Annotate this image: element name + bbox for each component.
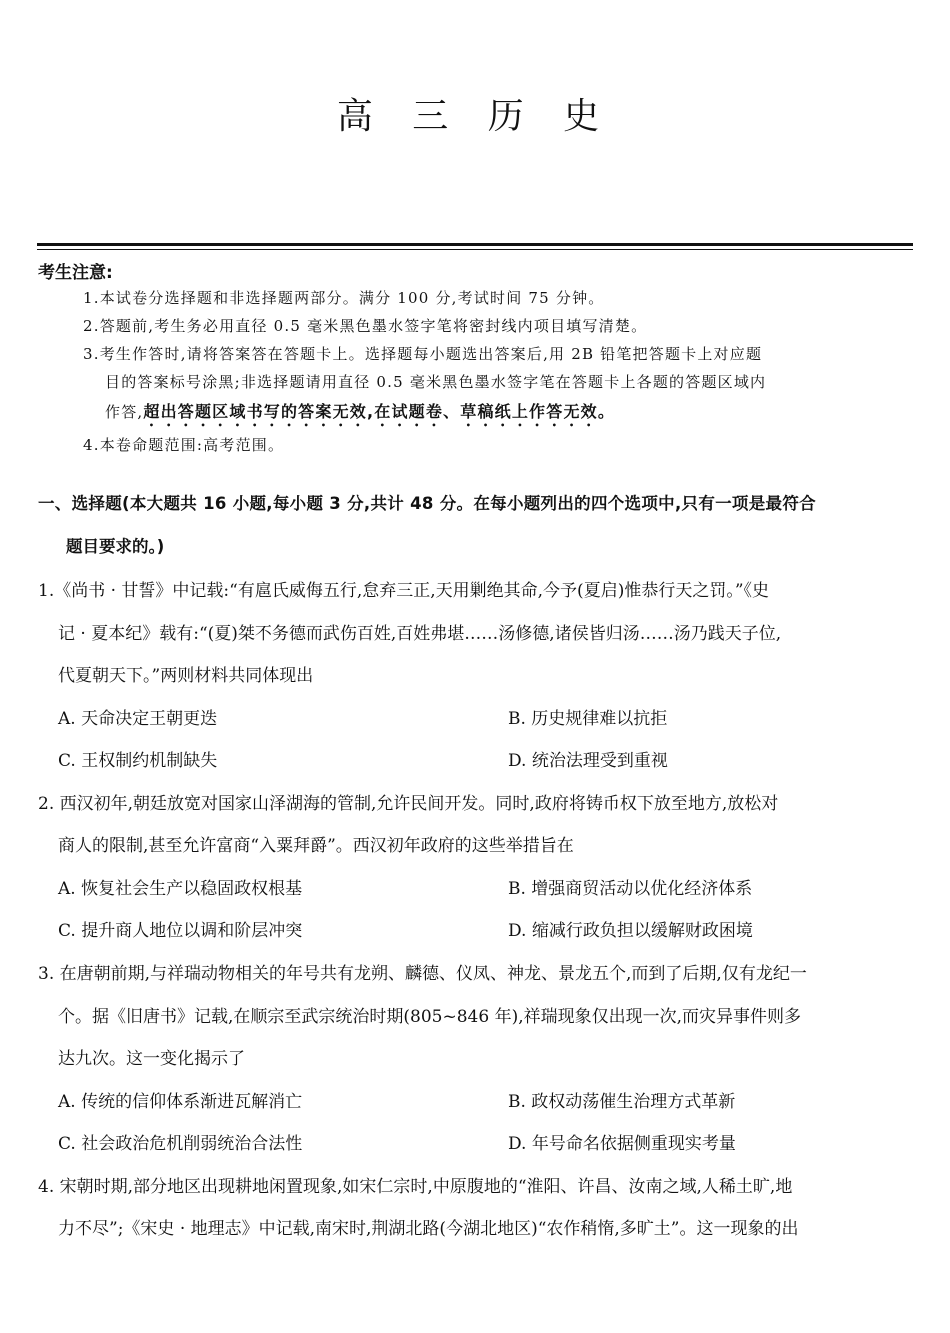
notice-item-3-cont-2-prefix: 作答, <box>105 403 144 421</box>
question-1-option-a: A. 天命决定王朝更迭 <box>58 709 218 729</box>
question-4-line-2: 力不尽”;《宋史 · 地理志》中记载,南宋时,荆湖北路(今湖北地区)“农作稍惰,多旷土”。这一现象的出 <box>58 1219 799 1239</box>
question-3-line-3: 达九次。这一变化揭示了 <box>58 1049 245 1069</box>
question-1-option-d: D. 统治法理受到重视 <box>508 751 668 771</box>
section-heading-line2: 题目要求的。) <box>66 537 165 556</box>
question-4-line-1: 4. 宋朝时期,部分地区出现耕地闲置现象,如宋仁宗时,中原腹地的“淮阳、许昌、汝南之域,人稀土旷,地 <box>38 1177 793 1197</box>
question-3-option-a: A. 传统的信仰体系渐进瓦解消亡 <box>58 1092 303 1112</box>
question-2-line-2: 商人的限制,甚至允许富商“入粟拜爵”。西汉初年政府的这些举措旨在 <box>58 836 574 856</box>
question-3-line-1: 3. 在唐朝前期,与祥瑞动物相关的年号共有龙朔、麟德、仪凤、神龙、景龙五个,而到了后期,仅有龙纪一 <box>38 964 807 984</box>
section-heading-line1: 一、选择题(本大题共 16 小题,每小题 3 分,共计 48 分。在每小题列出的四个选项中,只有一项是最符合 <box>38 494 816 513</box>
page-title: 高 三 历 史 <box>336 96 614 137</box>
question-3-option-d: D. 年号命名依据侧重现实考量 <box>508 1134 736 1154</box>
header-divider-thick <box>37 243 913 246</box>
question-3-line-2: 个。据《旧唐书》记载,在顺宗至武宗统治时期(805~846 年),祥瑞现象仅出现一次,而灾异事件则多 <box>58 1007 802 1027</box>
question-1-line-3: 代夏朝天下。”两则材料共同体现出 <box>58 666 314 686</box>
notice-heading: 考生注意: <box>38 263 113 283</box>
notice-item-1: 1.本试卷分选择题和非选择题两部分。满分 100 分,考试时间 75 分钟。 <box>83 289 605 307</box>
question-2-option-d: D. 缩减行政负担以缓解财政困境 <box>508 921 753 941</box>
question-2-line-1: 2. 西汉初年,朝廷放宽对国家山泽湖海的管制,允许民间开发。同时,政府将铸币权下放至地方,放松对 <box>38 794 779 814</box>
notice-item-4: 4.本卷命题范围:高考范围。 <box>83 436 285 454</box>
notice-item-3-cont-2 <box>105 399 615 430</box>
notice-item-3: 3.考生作答时,请将答案答在答题卡上。选择题每小题选出答案后,用 2B 铅笔把答题卡上对应题 <box>83 345 763 363</box>
question-3-option-c: C. 社会政治危机削弱统治合法性 <box>58 1134 303 1154</box>
question-2-option-b: B. 增强商贸活动以优化经济体系 <box>508 879 753 899</box>
notice-item-2: 2.答题前,考生务必用直径 0.5 毫米黑色墨水签字笔将密封线内项目填写清楚。 <box>83 317 648 335</box>
question-1-line-2: 记 · 夏本纪》载有:“(夏)桀不务德而武伤百姓,百姓弗堪……汤修德,诸侯皆归汤……汤乃践天子位, <box>58 624 782 644</box>
question-1-option-c: C. 王权制约机制缺失 <box>58 751 218 771</box>
question-1-line-1: 1.《尚书 · 甘誓》中记载:“有扈氏威侮五行,怠弃三正,天用剿绝其命,今予(夏启)惟恭行天之罚。”《史 <box>38 581 770 601</box>
question-1-option-b: B. 历史规律难以抗拒 <box>508 709 668 729</box>
header-divider-thin <box>37 249 913 250</box>
question-2-option-a: A. 恢复社会生产以稳固政权根基 <box>58 879 303 899</box>
notice-emphasis-warning: 超出答题区域书写的答案无效,在试题卷、草稿纸上作答无效。 <box>143 402 616 421</box>
question-2-option-c: C. 提升商人地位以调和阶层冲突 <box>58 921 303 941</box>
notice-item-3-cont-1: 目的答案标号涂黑;非选择题请用直径 0.5 毫米黑色墨水签字笔在答题卡上各题的答题区域内 <box>105 373 767 391</box>
question-3-option-b: B. 政权动荡催生治理方式革新 <box>508 1092 736 1112</box>
